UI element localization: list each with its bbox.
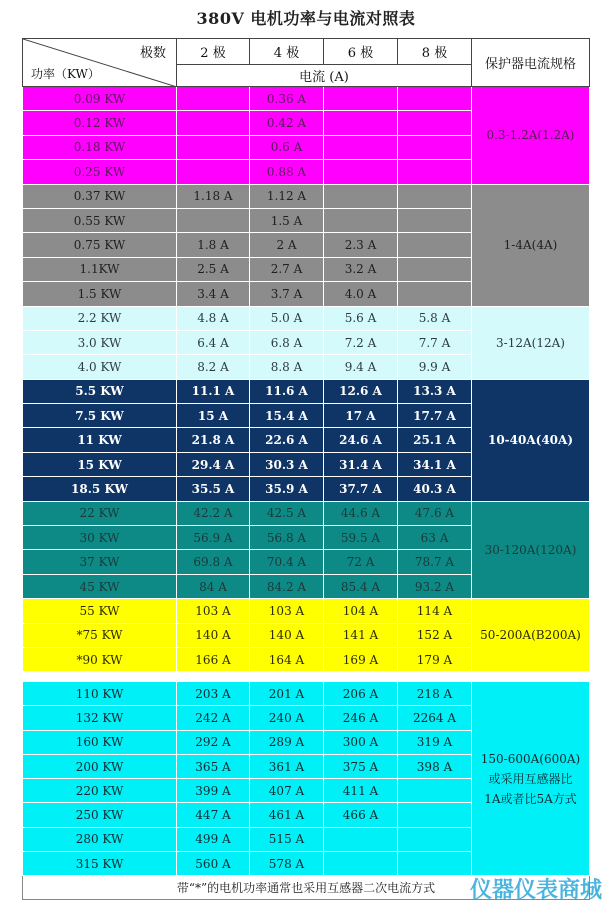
current-cell: [324, 208, 398, 232]
current-cell: 70.4 A: [250, 550, 324, 574]
current-cell: 84 A: [177, 574, 250, 598]
current-cell: 69.8 A: [177, 550, 250, 574]
current-cell: [177, 111, 250, 135]
table-row: [23, 184, 590, 208]
current-cell: [398, 852, 472, 876]
current-cell: 13.3 A: [398, 379, 472, 403]
current-cell: 1.18 A: [177, 184, 250, 208]
current-cell: 206 A: [324, 682, 398, 706]
current-cell: 56.9 A: [177, 526, 250, 550]
current-cell: 103 A: [250, 599, 324, 623]
current-cell: 361 A: [250, 754, 324, 778]
footnote: 带“*”的电机功率通常也采用互感器二次电流方式: [23, 876, 590, 900]
current-cell: 242 A: [177, 706, 250, 730]
current-cell: [324, 852, 398, 876]
power-cell: 0.09 KW: [23, 87, 177, 111]
current-cell: 407 A: [250, 779, 324, 803]
current-cell: 114 A: [398, 599, 472, 623]
current-cell: [324, 160, 398, 184]
power-cell: 45 KW: [23, 574, 177, 598]
current-cell: [324, 135, 398, 159]
current-cell: 15 A: [177, 404, 250, 428]
current-cell: 169 A: [324, 647, 398, 671]
current-cell: 25.1 A: [398, 428, 472, 452]
protector-cell: 10-40A(40A): [472, 379, 590, 501]
power-cell: 37 KW: [23, 550, 177, 574]
power-cell: 280 KW: [23, 827, 177, 851]
current-cell: 42.5 A: [250, 501, 324, 525]
current-cell: 2.7 A: [250, 257, 324, 281]
current-cell: [324, 87, 398, 111]
current-cell: 466 A: [324, 803, 398, 827]
power-cell: 3.0 KW: [23, 330, 177, 354]
power-cell: 0.37 KW: [23, 184, 177, 208]
current-cell: 2.3 A: [324, 233, 398, 257]
power-cell: 5.5 KW: [23, 379, 177, 403]
power-cell: 0.12 KW: [23, 111, 177, 135]
current-cell: 499 A: [177, 827, 250, 851]
power-cell: 1.5 KW: [23, 282, 177, 306]
header-col-4pole: 4 极: [250, 39, 324, 65]
current-cell: 300 A: [324, 730, 398, 754]
current-cell: 7.2 A: [324, 330, 398, 354]
current-cell: 15.4 A: [250, 404, 324, 428]
table-row: [23, 682, 590, 706]
current-cell: 93.2 A: [398, 574, 472, 598]
current-cell: 289 A: [250, 730, 324, 754]
motor-current-table-upper: [22, 38, 590, 672]
current-cell: 11.6 A: [250, 379, 324, 403]
table-row: [23, 306, 590, 330]
current-cell: 0.42 A: [250, 111, 324, 135]
current-cell: [324, 827, 398, 851]
current-cell: 44.6 A: [324, 501, 398, 525]
table-row: [23, 379, 590, 403]
table-row: [23, 87, 590, 111]
current-cell: 2.5 A: [177, 257, 250, 281]
power-cell: 315 KW: [23, 852, 177, 876]
current-cell: 22.6 A: [250, 428, 324, 452]
current-cell: 47.6 A: [398, 501, 472, 525]
current-cell: [324, 184, 398, 208]
power-cell: 18.5 KW: [23, 477, 177, 501]
power-cell: 11 KW: [23, 428, 177, 452]
current-cell: 11.1 A: [177, 379, 250, 403]
current-cell: 42.2 A: [177, 501, 250, 525]
current-cell: [398, 160, 472, 184]
current-cell: [177, 87, 250, 111]
current-cell: 17 A: [324, 404, 398, 428]
table-row: [23, 501, 590, 525]
current-cell: 34.1 A: [398, 452, 472, 476]
current-cell: 9.4 A: [324, 355, 398, 379]
current-cell: 375 A: [324, 754, 398, 778]
power-cell: 250 KW: [23, 803, 177, 827]
current-cell: 5.8 A: [398, 306, 472, 330]
current-cell: 3.2 A: [324, 257, 398, 281]
header-col-8pole: 8 极: [398, 39, 472, 65]
current-cell: [398, 87, 472, 111]
current-cell: 8.8 A: [250, 355, 324, 379]
current-cell: 72 A: [324, 550, 398, 574]
table-row: [23, 599, 590, 623]
current-cell: 201 A: [250, 682, 324, 706]
current-cell: 447 A: [177, 803, 250, 827]
power-cell: 160 KW: [23, 730, 177, 754]
power-cell: 22 KW: [23, 501, 177, 525]
current-cell: 5.0 A: [250, 306, 324, 330]
current-cell: 17.7 A: [398, 404, 472, 428]
current-cell: 84.2 A: [250, 574, 324, 598]
page-title: 380V 电机功率与电流对照表: [196, 9, 416, 28]
current-cell: 30.3 A: [250, 452, 324, 476]
current-cell: 3.4 A: [177, 282, 250, 306]
current-cell: [324, 111, 398, 135]
current-cell: 140 A: [177, 623, 250, 647]
current-cell: [398, 282, 472, 306]
current-cell: 292 A: [177, 730, 250, 754]
current-cell: 1.8 A: [177, 233, 250, 257]
current-cell: 6.8 A: [250, 330, 324, 354]
current-cell: 2264 A: [398, 706, 472, 730]
current-cell: 4.0 A: [324, 282, 398, 306]
current-cell: 0.6 A: [250, 135, 324, 159]
current-cell: 179 A: [398, 647, 472, 671]
current-cell: 218 A: [398, 682, 472, 706]
current-cell: 29.4 A: [177, 452, 250, 476]
current-cell: 56.8 A: [250, 526, 324, 550]
power-cell: 200 KW: [23, 754, 177, 778]
current-cell: 2 A: [250, 233, 324, 257]
power-cell: 7.5 KW: [23, 404, 177, 428]
power-cell: 4.0 KW: [23, 355, 177, 379]
current-cell: 399 A: [177, 779, 250, 803]
watermark-logo: 仪器仪表商城: [469, 878, 602, 903]
current-cell: 35.9 A: [250, 477, 324, 501]
power-cell: *90 KW: [23, 647, 177, 671]
current-cell: 1.5 A: [250, 208, 324, 232]
current-cell: 141 A: [324, 623, 398, 647]
protector-line: 150-600A(600A): [480, 751, 581, 766]
header-col-6pole: 6 极: [324, 39, 398, 65]
protector-cell: 0.3-1.2A(1.2A): [472, 87, 590, 185]
power-cell: 15 KW: [23, 452, 177, 476]
current-cell: 319 A: [398, 730, 472, 754]
current-cell: 0.36 A: [250, 87, 324, 111]
current-cell: [398, 135, 472, 159]
current-cell: 4.8 A: [177, 306, 250, 330]
power-cell: 0.18 KW: [23, 135, 177, 159]
current-cell: 365 A: [177, 754, 250, 778]
current-cell: 12.6 A: [324, 379, 398, 403]
protector-cell: 3-12A(12A): [472, 306, 590, 379]
protector-cell: 30-120A(120A): [472, 501, 590, 599]
current-cell: [398, 803, 472, 827]
header-power-poles-cell: [23, 39, 177, 87]
current-cell: [398, 111, 472, 135]
current-cell: [398, 827, 472, 851]
current-cell: 63 A: [398, 526, 472, 550]
current-cell: 31.4 A: [324, 452, 398, 476]
current-cell: 0.88 A: [250, 160, 324, 184]
current-cell: 85.4 A: [324, 574, 398, 598]
header-current: 电流 (A): [177, 65, 472, 87]
current-cell: 1.12 A: [250, 184, 324, 208]
current-cell: 35.5 A: [177, 477, 250, 501]
current-cell: 59.5 A: [324, 526, 398, 550]
power-cell: 55 KW: [23, 599, 177, 623]
protector-cell: 1-4A(4A): [472, 184, 590, 306]
protector-cell-large: [472, 682, 590, 876]
current-cell: 24.6 A: [324, 428, 398, 452]
current-cell: 3.7 A: [250, 282, 324, 306]
current-cell: 152 A: [398, 623, 472, 647]
header-power-label: 功率（KW）: [31, 67, 100, 81]
protector-cell: 50-200A(B200A): [472, 599, 590, 672]
current-cell: [177, 160, 250, 184]
current-cell: 164 A: [250, 647, 324, 671]
current-cell: 578 A: [250, 852, 324, 876]
power-cell: 220 KW: [23, 779, 177, 803]
header-poles-label: 极数: [139, 46, 166, 61]
current-cell: 8.2 A: [177, 355, 250, 379]
protector-line: 或采用互感器比: [488, 771, 573, 786]
current-cell: 560 A: [177, 852, 250, 876]
current-cell: 78.7 A: [398, 550, 472, 574]
power-cell: 1.1KW: [23, 257, 177, 281]
current-cell: [398, 257, 472, 281]
current-cell: 7.7 A: [398, 330, 472, 354]
protector-line: 1A或者比5A方式: [484, 791, 577, 806]
current-cell: 104 A: [324, 599, 398, 623]
current-cell: 40.3 A: [398, 477, 472, 501]
power-cell: 0.25 KW: [23, 160, 177, 184]
current-cell: 37.7 A: [324, 477, 398, 501]
current-cell: 398 A: [398, 754, 472, 778]
power-cell: 2.2 KW: [23, 306, 177, 330]
current-cell: 246 A: [324, 706, 398, 730]
current-cell: 411 A: [324, 779, 398, 803]
power-cell: 0.55 KW: [23, 208, 177, 232]
current-cell: 9.9 A: [398, 355, 472, 379]
power-cell: 0.75 KW: [23, 233, 177, 257]
header-protector: 保护器电流规格: [472, 39, 590, 87]
power-cell: 30 KW: [23, 526, 177, 550]
current-cell: [398, 184, 472, 208]
power-cell: *75 KW: [23, 623, 177, 647]
current-cell: 515 A: [250, 827, 324, 851]
motor-current-table-lower: [22, 681, 590, 900]
current-cell: [398, 779, 472, 803]
current-cell: 21.8 A: [177, 428, 250, 452]
current-cell: [177, 135, 250, 159]
current-cell: 166 A: [177, 647, 250, 671]
current-cell: 140 A: [250, 623, 324, 647]
current-cell: [398, 233, 472, 257]
current-cell: 103 A: [177, 599, 250, 623]
current-cell: [398, 208, 472, 232]
current-cell: 203 A: [177, 682, 250, 706]
current-cell: 6.4 A: [177, 330, 250, 354]
current-cell: 5.6 A: [324, 306, 398, 330]
power-cell: 110 KW: [23, 682, 177, 706]
current-cell: 461 A: [250, 803, 324, 827]
current-cell: [177, 208, 250, 232]
header-col-2pole: 2 极: [177, 39, 250, 65]
current-cell: 240 A: [250, 706, 324, 730]
power-cell: 132 KW: [23, 706, 177, 730]
